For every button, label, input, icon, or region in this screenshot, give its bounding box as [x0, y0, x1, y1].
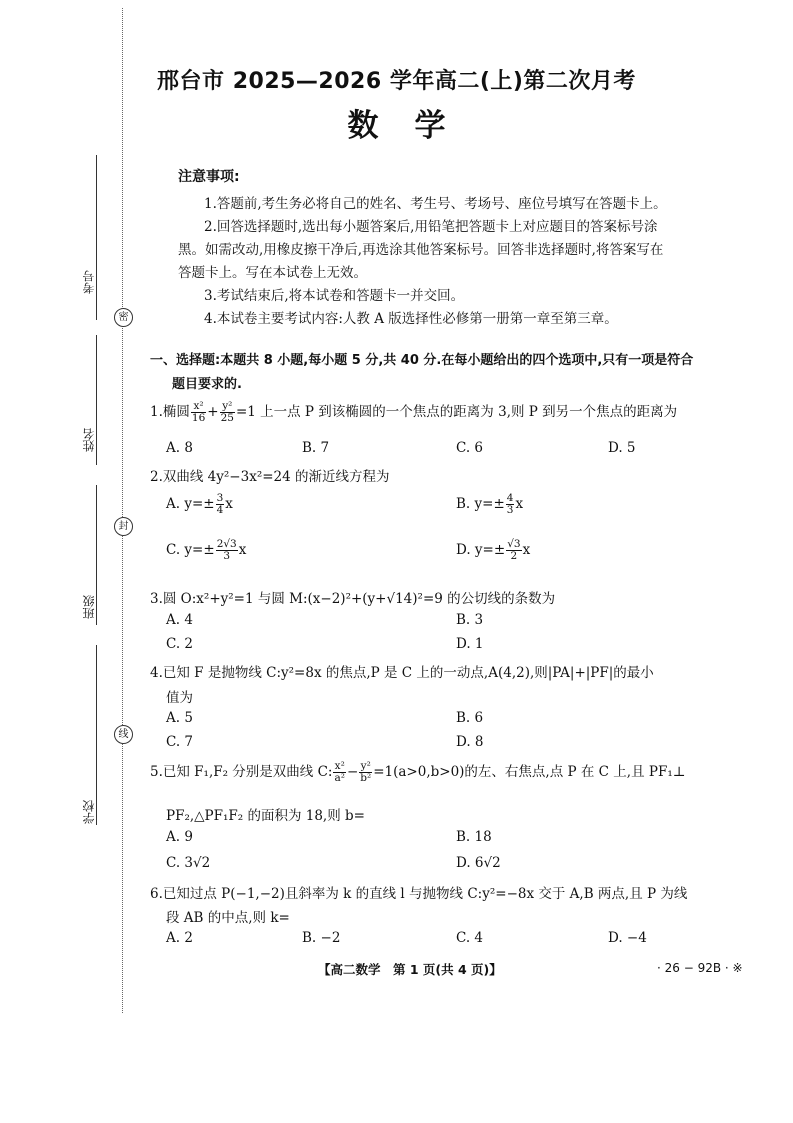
exam-number-underline [96, 155, 97, 320]
question-6: 6.已知过点 P(−1,−2)且斜率为 k 的直线 l 与抛物线 C:y²=−8x 交于 A,B 两点,且 P 为线 [150, 886, 688, 902]
fraction [359, 761, 372, 784]
q4-option-c: C. 7 [166, 734, 194, 750]
opt-text: x [238, 542, 247, 558]
q5-option-a: A. 9 [166, 829, 193, 845]
frac-den: 3 [223, 550, 231, 562]
opt-text: A. y=± [166, 496, 215, 512]
notice-item: 2.回答选择题时,选出每小题答案后,用铅笔把答题卡上对应题目的答案标号涂 [204, 219, 658, 235]
frac-num: y² [220, 401, 235, 413]
minus: − [346, 764, 359, 780]
q5-option-c: C. 3√2 [166, 855, 211, 871]
question-5-cont: PF₂,△PF₁F₂ 的面积为 18,则 b= [166, 808, 365, 824]
frac-den: 3 [506, 504, 514, 516]
q3-option-d: D. 1 [456, 636, 484, 652]
question-5-suffix: =1(a>0,b>0)的左、右焦点,点 P 在 C 上,且 PF₁⊥ [373, 764, 686, 780]
q2-option-b [456, 493, 523, 516]
q4-option-d: D. 8 [456, 734, 484, 750]
question-6-cont: 段 AB 的中点,则 k= [166, 910, 290, 926]
q6-option-d: D. −4 [608, 930, 647, 946]
opt-text: C. y=± [166, 542, 215, 558]
name-label: 姓名 [82, 428, 96, 452]
q1-option-c: C. 6 [456, 440, 484, 456]
question-5 [150, 760, 685, 784]
notice-item: 黑。如需改动,用橡皮擦干净后,再选涂其他答案标号。回答非选择题时,将答案写在 [178, 242, 664, 258]
exam-subject: 数学 [347, 108, 482, 144]
question-1-suffix: =1 上一点 P 到该椭圆的一个焦点的距离为 3,则 P 到另一个焦点的距离为 [235, 404, 678, 420]
frac-num: 2√3 [216, 538, 237, 550]
frac-num: 4 [506, 492, 514, 504]
q1-option-b: B. 7 [302, 440, 330, 456]
fraction [506, 539, 521, 562]
school-label: 学校 [82, 800, 96, 824]
q3-option-c: C. 2 [166, 636, 194, 652]
q6-option-a: A. 2 [166, 930, 193, 946]
q4-option-a: A. 5 [166, 710, 193, 726]
q4-option-b: B. 6 [456, 710, 484, 726]
fraction [216, 493, 225, 516]
section-heading-cont: 题目要求的. [172, 377, 242, 392]
notice-heading: 注意事项: [178, 169, 240, 185]
exam-number-label: 考号 [82, 270, 96, 294]
q6-option-c: C. 4 [456, 930, 484, 946]
paper-code: · 26 − 92B · ※ [657, 961, 743, 975]
fraction [220, 401, 235, 424]
frac-den: 25 [220, 412, 234, 424]
frac-den: 16 [191, 412, 206, 424]
question-5-prefix: 5.已知 F₁,F₂ 分别是双曲线 C: [150, 764, 333, 780]
question-1 [150, 400, 677, 424]
notice-item: 答题卡上。写在本试卷上无效。 [178, 265, 367, 281]
frac-den: 4 [216, 504, 224, 516]
fraction [333, 761, 345, 784]
frac-den: 2 [510, 550, 518, 562]
plus: + [207, 404, 219, 420]
q1-option-a: A. 8 [166, 440, 193, 456]
page-footer: 【高二数学 第 1 页(共 4 页)】 [318, 962, 502, 977]
class-label: 班级 [82, 595, 96, 619]
question-1-prefix: 1.椭圆 [150, 404, 190, 420]
exam-title: 邢台市 2025—2026 学年高二(上)第二次月考 [157, 69, 636, 94]
frac-num: x² [191, 401, 206, 413]
q3-option-b: B. 3 [456, 612, 484, 628]
question-4-cont: 值为 [166, 690, 193, 706]
question-3: 3.圆 O:x²+y²=1 与圆 M:(x−2)²+(y+√14)²=9 的公切线的条数为 [150, 591, 556, 607]
frac-num: x² [334, 760, 345, 772]
q2-option-a [166, 493, 233, 516]
q5-option-b: B. 18 [456, 829, 492, 845]
section-heading: 一、选择题:本题共 8 小题,每小题 5 分,共 40 分.在每小题给出的四个选项中,只有一项是符合 [150, 353, 694, 368]
fraction [506, 493, 515, 516]
opt-text: x [522, 542, 531, 558]
seal-mark-feng: 封 [114, 517, 133, 536]
frac-den: b² [360, 772, 372, 784]
notice-item: 1.答题前,考生务必将自己的姓名、考生号、考场号、座位号填写在答题卡上。 [204, 196, 667, 212]
seal-mark-mi: 密 [114, 308, 133, 327]
notice-item: 4.本试卷主要考试内容:人教 A 版选择性必修第一册第一章至第三章。 [204, 311, 618, 327]
opt-text: B. y=± [456, 496, 505, 512]
opt-text: D. y=± [456, 542, 506, 558]
q3-option-a: A. 4 [166, 612, 193, 628]
question-4: 4.已知 F 是抛物线 C:y²=8x 的焦点,P 是 C 上的一动点,A(4,2),则|PA|+|PF|的最小 [150, 665, 654, 681]
fraction [191, 401, 206, 424]
fraction [216, 539, 238, 562]
q6-option-b: B. −2 [302, 930, 341, 946]
q2-option-c [166, 539, 246, 562]
frac-den: a² [334, 772, 345, 784]
question-2: 2.双曲线 4y²−3x²=24 的渐近线方程为 [150, 469, 390, 485]
binding-dotted-line [122, 8, 123, 1013]
seal-mark-xian: 线 [114, 725, 133, 744]
frac-num: y² [360, 760, 371, 772]
notice-item: 3.考试结束后,将本试卷和答题卡一并交回。 [204, 288, 465, 304]
opt-text: x [515, 496, 524, 512]
q2-option-d [456, 539, 530, 562]
frac-num: √3 [507, 538, 521, 550]
frac-num: 3 [216, 492, 224, 504]
q5-option-d: D. 6√2 [456, 855, 501, 871]
opt-text: x [225, 496, 233, 512]
q1-option-d: D. 5 [608, 440, 636, 456]
school-underline [96, 645, 97, 825]
